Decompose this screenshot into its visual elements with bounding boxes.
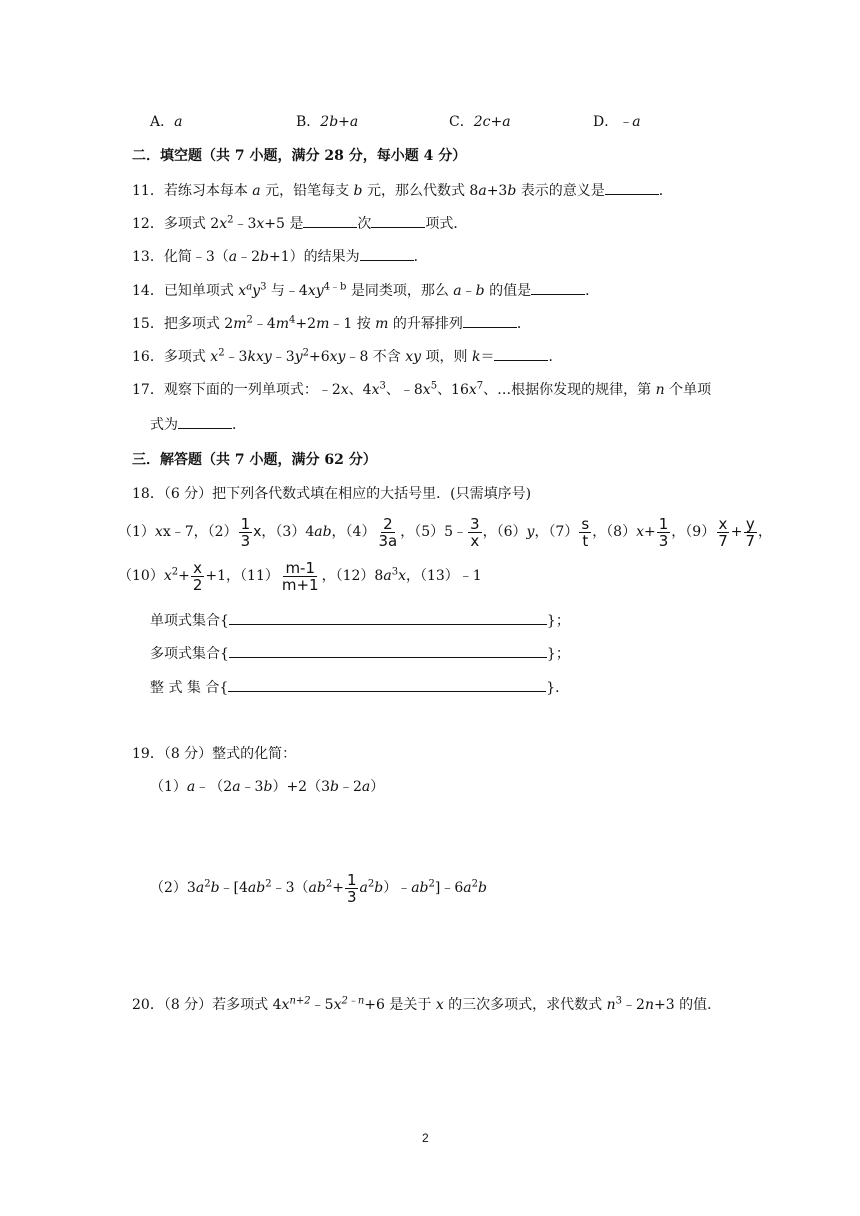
answer-blank[interactable] — [360, 246, 414, 261]
answer-blank[interactable] — [371, 213, 425, 228]
question-19-part-2: $(2)3a^2b﹣[4ab^2﹣3(ab^2+$ $\frac{1}{3}$ $a^2b)﹣ab^2]﹣6a^2b$ — [150, 870, 487, 906]
question-20: 20．（8 分）若多项式 $4x^{n+2}﹣5x^{2﹣n}+6$ 是关于 x 的三次多项式，求代数式 $n^3﹣2n+3$ 的值． — [132, 995, 722, 1013]
fraction: $\frac{s}{t}$ — [581, 514, 590, 550]
polynomial-set-line: 多项式集合{ }； — [150, 643, 570, 664]
answer-blank[interactable] — [531, 280, 585, 295]
option-b: B．2b+a — [296, 114, 359, 130]
fraction: $\frac{1}{3}$ — [346, 870, 357, 906]
question-14: 14．已知单项式 $x^ay^3$ 与$﹣4xy^{4﹣b}$ 是同类项，那么 a﹣b 的值是 ． — [132, 281, 600, 299]
monomial-set-line: 单项式集合{ }； — [150, 610, 570, 631]
question-19-part-1: （1）a﹣（2a﹣3b）+2（3b﹣2a） — [150, 779, 385, 795]
question-13: 13．化简﹣3（a﹣2b+1）的结果为 ． — [132, 246, 428, 267]
monomial-set-blank[interactable] — [229, 610, 547, 625]
question-12: 12．多项式 $2x^2﹣3x+5$ 是 次 项式． — [132, 214, 468, 232]
answer-blank[interactable] — [463, 313, 517, 328]
fraction: $\frac{1}{3}$ — [240, 514, 251, 550]
integral-expression-set-blank[interactable] — [228, 677, 546, 692]
answer-blank[interactable] — [494, 346, 548, 361]
section-2-title: 二．填空题（共 7 小题，满分 28 分，每小题 4 分） — [132, 148, 467, 164]
fraction: $\frac{3}{x}$ — [470, 514, 480, 550]
answer-blank[interactable] — [303, 213, 357, 228]
answer-blank[interactable] — [178, 414, 232, 429]
fraction: $\frac{2}{3a}$ — [378, 514, 398, 550]
section-3-title: 三．解答题（共 7 小题，满分 62 分） — [132, 452, 377, 468]
option-a: A．a — [150, 114, 183, 130]
question-18-items-line1: （1）xx﹣7，（2） $\frac{1}{3}$ x，（3）4ab，（4） $\frac{2}{3a}$ ，（5）5﹣ $\frac{3}{x}$ ，（6）y，（7） $\frac{s}{t}$ ，（8）x+ $\frac{1}{3}$ ，（9） $\frac{x}{7}$ + $\frac{y}{7}$ ， — [118, 514, 773, 550]
fraction: $\frac{y}{7}$ — [745, 514, 756, 550]
question-15: 15．把多项式 $2m^2﹣4m^4+2m﹣1$ 按 m 的升幂排列 ． — [132, 314, 531, 332]
question-16: 16．多项式 $x^2﹣3kxy﹣3y^2+6xy﹣8$ 不含 xy 项，则 k＝ ． — [132, 347, 563, 365]
question-18-items-line2: $(10)x^2+$ $\frac{x}{2}$ +1，（11） $\frac{m-1}{m+1}$ ，$(12)8a^3x$，（13）﹣1 — [118, 558, 482, 594]
fraction: $\frac{m-1}{m+1}$ — [281, 558, 319, 594]
question-17-line2: 式为 ． — [150, 414, 246, 435]
fraction: $\frac{x}{2}$ — [192, 558, 203, 594]
fraction: $\frac{1}{3}$ — [658, 514, 669, 550]
question-11: 11．若练习本每本 a 元，铅笔每支 b 元，那么代数式 8a+3b 表示的意义是 ． — [132, 180, 673, 201]
question-19-intro: 19．（8 分）整式的化简： — [132, 746, 297, 762]
question-17: 17．观察下面的一列单项式：﹣2x、$4x^3$、$﹣8x^5$、$16x^7$、…根据你发现的规律，第 n 个单项 — [132, 380, 712, 398]
polynomial-set-blank[interactable] — [229, 643, 547, 658]
fraction: $\frac{x}{7}$ — [718, 514, 728, 550]
option-c: C．2c+a — [449, 114, 511, 130]
answer-blank[interactable] — [605, 180, 659, 195]
option-d: D．﹣a — [593, 114, 641, 130]
page-number: 2 — [422, 1131, 429, 1145]
question-18-intro: 18．（6 分）把下列各代数式填在相应的大括号里．(只需填序号) — [132, 486, 532, 502]
integral-expression-set-line: 整 式 集 合{ }． — [150, 677, 569, 698]
